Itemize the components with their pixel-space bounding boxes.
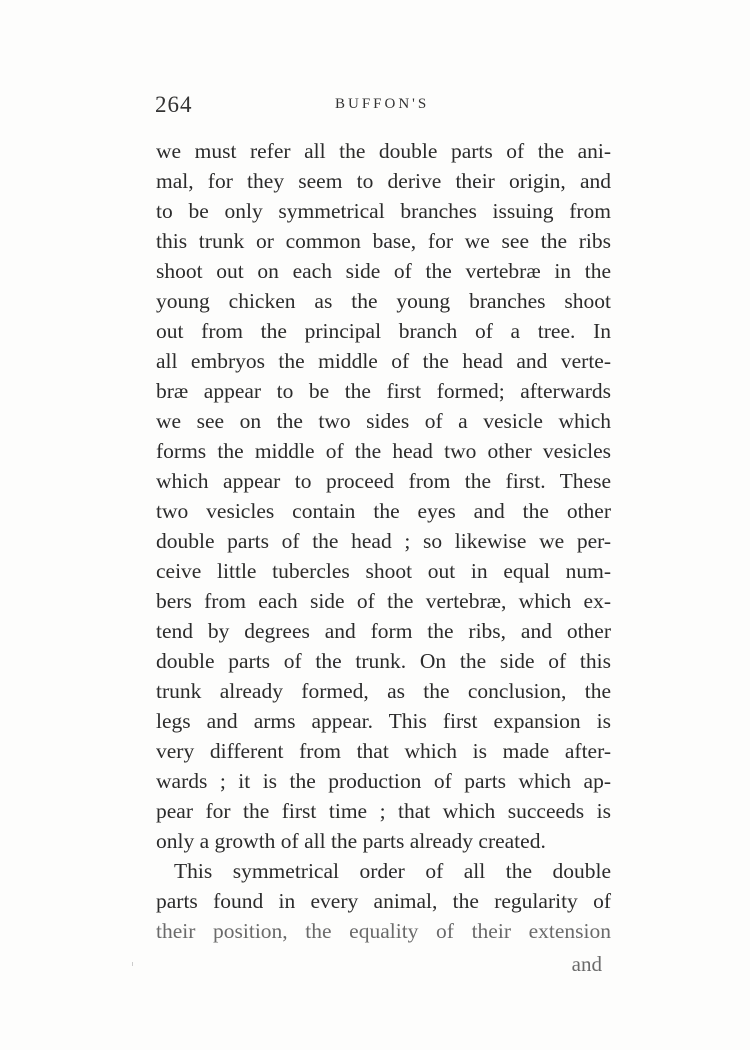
running-title: BUFFON'S: [335, 96, 430, 112]
text-line: bers from each side of the vertebræ, which ex-: [156, 589, 611, 613]
text-line: bræ appear to be the first formed; afterwards: [156, 379, 611, 403]
text-line: tend by degrees and form the ribs, and other: [156, 619, 611, 643]
text-line: we must refer all the double parts of the ani-: [156, 139, 611, 163]
text-line: legs and arms appear. This first expansion is: [156, 709, 611, 733]
text-line: which appear to proceed from the first. These: [156, 469, 611, 493]
text-line: very different from that which is made after-: [156, 739, 611, 763]
text-line: all embryos the middle of the head and verte-: [156, 349, 611, 373]
body-text: [156, 136, 611, 946]
text-line: trunk already formed, as the conclusion, the: [156, 679, 611, 703]
text-line: double parts of the head ; so likewise we per-: [156, 529, 611, 553]
text-line: wards ; it is the production of parts which ap-: [156, 769, 611, 793]
text-line: only a growth of all the parts already created.: [156, 829, 546, 853]
text-line: shoot out on each side of the vertebræ in the: [156, 259, 611, 283]
text-line: we see on the two sides of a vesicle which: [156, 409, 611, 433]
text-line: parts found in every animal, the regularity of: [156, 889, 611, 913]
text-line: two vesicles contain the eyes and the other: [156, 499, 611, 523]
text-line: mal, for they seem to derive their origin, and: [156, 169, 611, 193]
text-line: their position, the equality of their extension: [156, 919, 611, 943]
text-line: to be only symmetrical branches issuing from: [156, 199, 611, 223]
catchword: and: [571, 952, 602, 976]
text-line: This symmetrical order of all the double: [174, 859, 611, 883]
text-line: forms the middle of the head two other vesicles: [156, 439, 611, 463]
running-head: [155, 92, 610, 122]
text-line: ceive little tubercles shoot out in equal num-: [156, 559, 611, 583]
text-line: out from the principal branch of a tree. In: [156, 319, 611, 343]
page-number: 264: [155, 92, 193, 117]
text-line: young chicken as the young branches shoot: [156, 289, 611, 313]
text-line: this trunk or common base, for we see the ribs: [156, 229, 611, 253]
scan-speck: [132, 962, 133, 966]
text-line: pear for the first time ; that which succeeds is: [156, 799, 611, 823]
text-line: double parts of the trunk. On the side of this: [156, 649, 611, 673]
